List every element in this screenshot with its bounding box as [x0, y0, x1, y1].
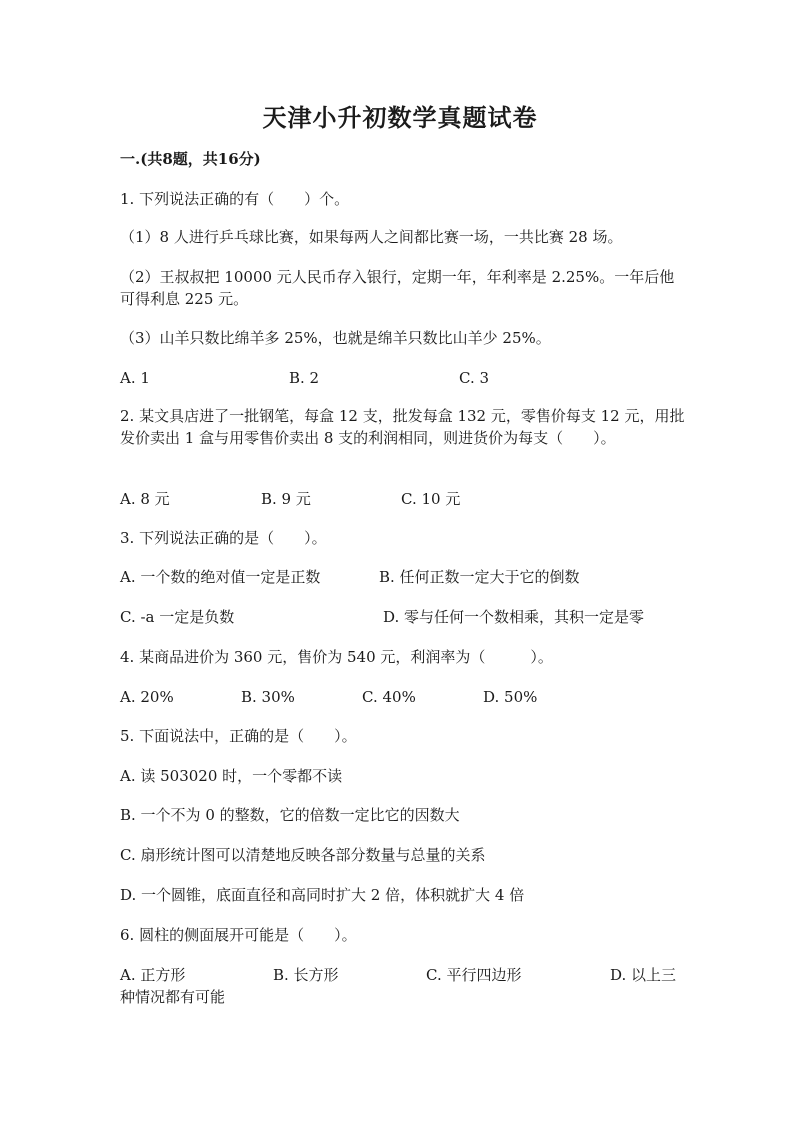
question-6-option-a: A. 正方形	[120, 966, 186, 984]
question-1-statement-1: （1）8 人进行乒乓球比赛，如果每两人之间都比赛一场，一共比赛 28 场。	[120, 228, 623, 246]
question-2-option-b: B. 9 元	[261, 490, 311, 508]
question-3-option-b: B. 任何正数一定大于它的倒数	[379, 568, 580, 586]
question-4-stem: 4. 某商品进价为 360 元，售价为 540 元，利润率为（ ）。	[120, 648, 553, 666]
question-2-option-a: A. 8 元	[120, 490, 170, 508]
question-5-stem: 5. 下面说法中，正确的是（ ）。	[120, 727, 357, 745]
question-3-stem: 3. 下列说法正确的是（ ）。	[120, 529, 327, 547]
question-6-option-d: D. 以上三	[610, 966, 677, 984]
question-1-statement-2: （2）王叔叔把 10000 元人民币存入银行，定期一年，年利率是 2.25%。一年后他可得利息 225 元。	[120, 268, 675, 308]
question-3-option-c: C. -a 一定是负数	[120, 608, 235, 626]
question-1-option-c: C. 3	[459, 369, 490, 387]
question-5-option-c: C. 扇形统计图可以清楚地反映各部分数量与总量的关系	[120, 846, 486, 864]
question-1-stem: 1. 下列说法正确的有（ ）个。	[120, 190, 350, 208]
question-4-option-b: B. 30%	[241, 688, 295, 706]
question-2-stem: 2. 某文具店进了一批钢笔，每盒 12 支，批发每盒 132 元，零售价每支 12 元，用批发价卖出 1 盒与用零售价卖出 8 支的利润相同，则进货价为每支（ ）。	[120, 407, 685, 447]
question-5-option-b: B. 一个不为 0 的整数，它的倍数一定比它的因数大	[120, 806, 460, 824]
question-1-statement-3: （3）山羊只数比绵羊多 25%，也就是绵羊只数比山羊少 25%。	[120, 329, 551, 347]
question-3-option-a: A. 一个数的绝对值一定是正数	[120, 568, 321, 586]
question-5-option-a: A. 读 503020 时，一个零都不读	[120, 767, 343, 785]
question-1-option-b: B. 2	[289, 369, 320, 387]
question-6-stem: 6. 圆柱的侧面展开可能是（ ）。	[120, 926, 357, 944]
question-6-option-b: B. 长方形	[273, 966, 339, 984]
question-5-option-d: D. 一个圆锥，底面直径和高同时扩大 2 倍，体积就扩大 4 倍	[120, 886, 525, 904]
section-heading: 一.(共8题，共16分)	[120, 150, 261, 168]
question-4-option-d: D. 50%	[483, 688, 538, 706]
question-3-option-d: D. 零与任何一个数相乘，其积一定是零	[383, 608, 645, 626]
question-4-option-c: C. 40%	[362, 688, 416, 706]
question-6-option-d-continuation: 种情况都有可能	[120, 988, 226, 1006]
exam-title: 天津小升初数学真题试卷	[262, 103, 538, 132]
question-6-option-c: C. 平行四边形	[426, 966, 522, 984]
question-4-option-a: A. 20%	[120, 688, 174, 706]
question-1-option-a: A. 1	[120, 369, 150, 387]
question-2-option-c: C. 10 元	[401, 490, 461, 508]
